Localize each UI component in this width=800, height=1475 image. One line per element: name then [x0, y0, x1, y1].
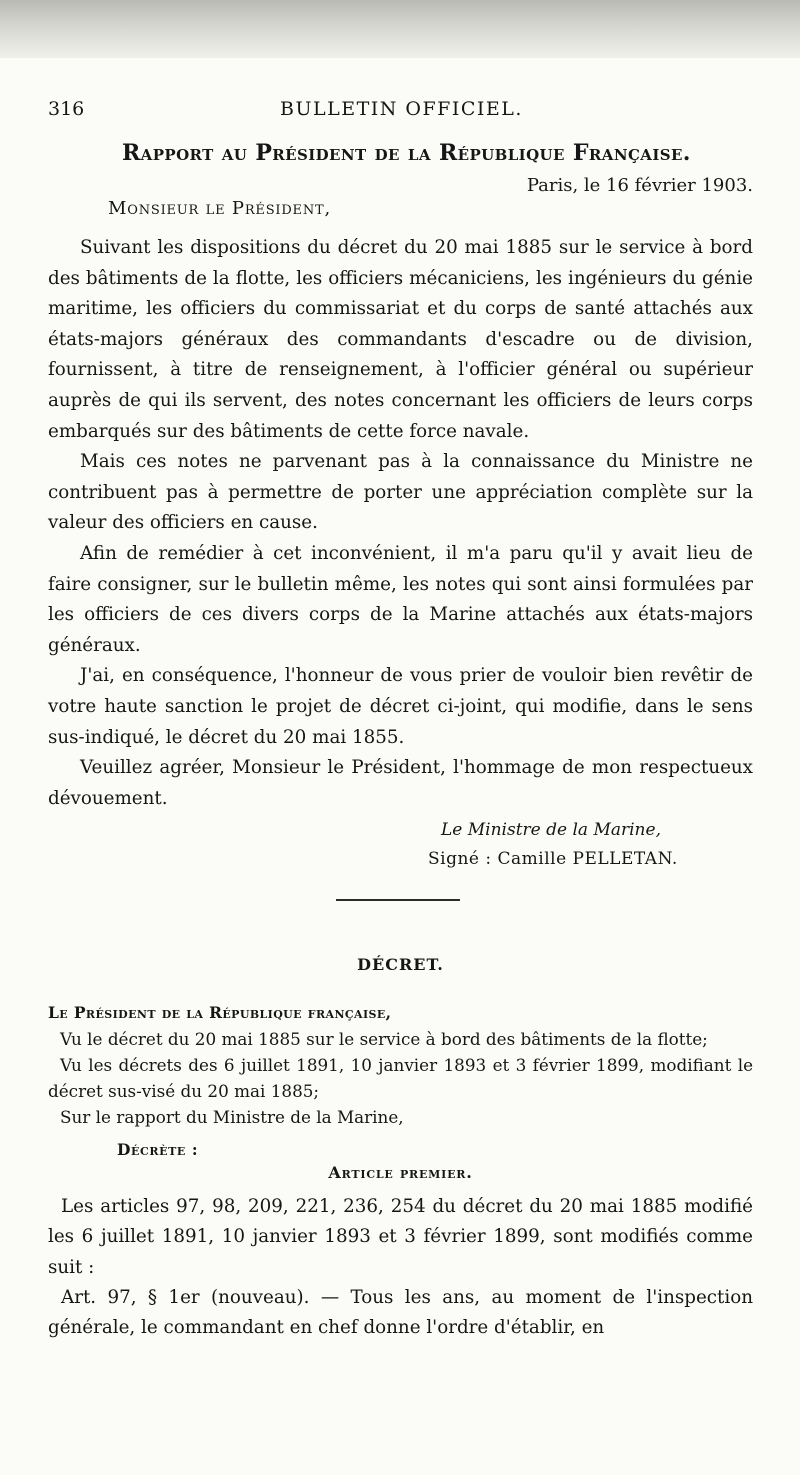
- decree-line-3: Sur le rapport du Ministre de la Marine,: [60, 1107, 404, 1128]
- document-page: [48, 98, 753, 1343]
- report-paragraph-2: Mais ces notes ne parvenant pas à la connaissance du Ministre ne contribuent pas à permettre de porter une appréciation complète sur la valeur des officiers en cause.: [48, 451, 753, 534]
- article-paragraph-2: Art. 97, § 1er (nouveau). — Tous les ans, au moment de l'inspection générale, le commandant en chef donne l'ordre d'établir, en: [48, 1286, 753, 1339]
- decrete-label: Décrète :: [117, 1140, 199, 1160]
- report-title: Rapport au Président de la République Française.: [122, 140, 691, 166]
- article-paragraph-1: Les articles 97, 98, 209, 221, 236, 254 du décret du 20 mai 1885 modifié les 6 juillet 1891, 10 janvier 1893 et 3 février 1899, sont modifiés comme suit :: [48, 1196, 753, 1278]
- running-title: BULLETIN OFFICIEL.: [280, 98, 523, 120]
- report-paragraph-3: Afin de remédier à cet inconvénient, il m'a paru qu'il y avait lieu de faire consigner, sur le bulletin même, les notes qui sont ainsi formulées par les officiers de ces divers corps de la Marine attachés aux états-majors généraux.: [48, 542, 753, 656]
- page-number: 316: [48, 98, 85, 120]
- page-header: [48, 98, 753, 120]
- salutation: Monsieur le Président,: [108, 198, 332, 219]
- article-title: Article premier.: [328, 1163, 473, 1183]
- report-paragraph-1: Suivant les dispositions du décret du 20 mai 1885 sur le service à bord des bâtiments de la flotte, les officiers mécaniciens, les ingénieurs du génie maritime, les officiers du commissariat et du corps de santé attachés aux états-majors généraux des commandants d'escadre ou de division, fournissent, à titre de renseignement, à l'officier général ou supérieur auprès de qui ils servent, des notes concernant les officiers de leurs corps embarqués sur des bâtiments de cette force navale.: [48, 237, 753, 442]
- report-paragraph-5: Veuillez agréer, Monsieur le Président, l'hommage de mon respectueux dévouement.: [48, 757, 753, 809]
- decree-line-2: Vu les décrets des 6 juillet 1891, 10 janvier 1893 et 3 février 1899, modifiant le décret sus-visé du 20 mai 1885;: [48, 1055, 753, 1102]
- minister-title: Le Ministre de la Marine,: [441, 820, 661, 841]
- decree-line-1: Vu le décret du 20 mai 1885 sur le service à bord des bâtiments de la flotte;: [60, 1029, 708, 1050]
- place-date: Paris, le 16 février 1903.: [526, 175, 753, 196]
- scan-top-band: [0, 0, 800, 58]
- president-heading: Le Président de la République française,: [48, 1003, 392, 1023]
- signature-block: [48, 816, 753, 874]
- decree-title: DÉCRET.: [357, 955, 444, 975]
- report-paragraph-4: J'ai, en conséquence, l'honneur de vous prier de vouloir bien revêtir de votre haute sanction le projet de décret ci-joint, qui modifie, dans le sens sus-indiqué, le décret du 20 mai 1855.: [48, 665, 753, 748]
- section-divider: [336, 899, 460, 901]
- signed-name: Signé : Camille PELLETAN.: [428, 849, 678, 870]
